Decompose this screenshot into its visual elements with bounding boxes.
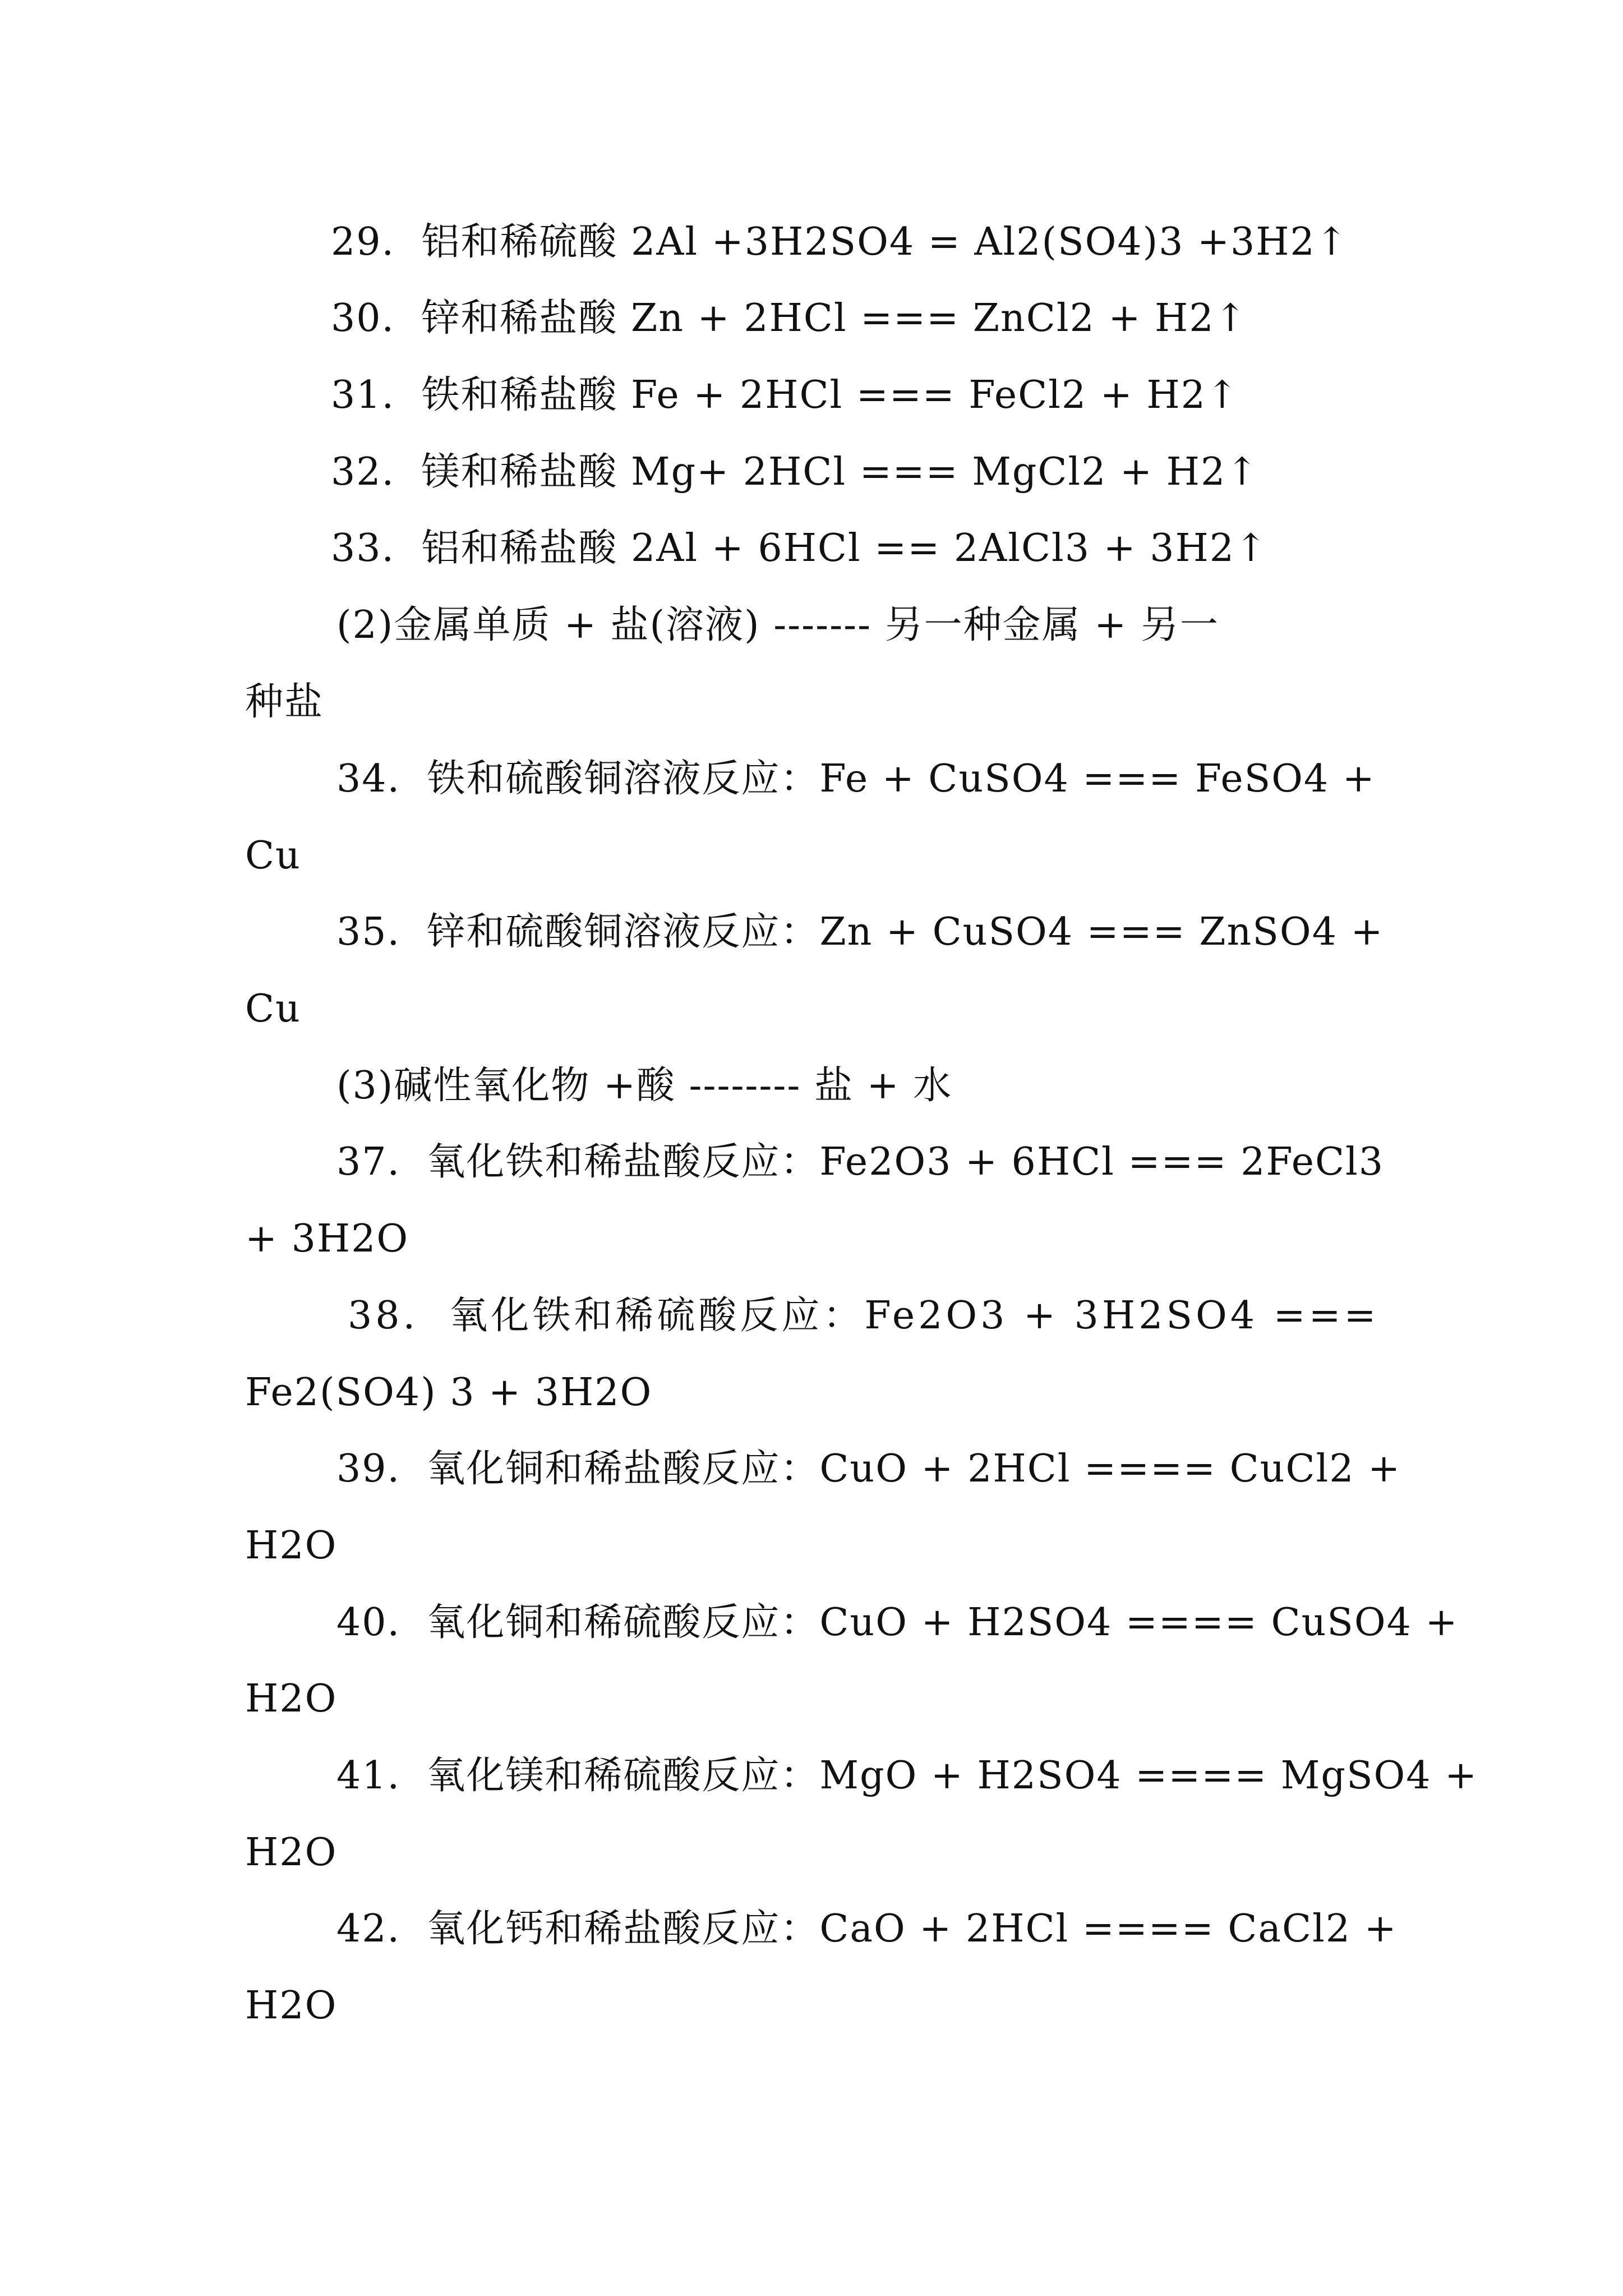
section-heading-2: (2)金属单质 + 盐(溶液) ------- 另一种金属 + 另一 — [336, 603, 1219, 647]
equation-39-cont: H2O — [245, 1524, 338, 1568]
equation-41: 41. 氧化镁和稀硫酸反应：MgO + H2SO4 ==== MgSO4 + — [336, 1754, 1478, 1798]
section-heading-3: (3)碱性氧化物 +酸 -------- 盐 + 水 — [336, 1064, 953, 1108]
equation-34-cont: Cu — [245, 834, 301, 878]
equation-30: 30. 锌和稀盐酸 Zn + 2HCl === ZnCl2 + H2↑ — [331, 296, 1248, 341]
equation-33: 33. 铝和稀盐酸 2Al + 6HCl == 2AlCl3 + 3H2↑ — [331, 526, 1269, 570]
equation-35: 35. 锌和硫酸铜溶液反应：Zn + CuSO4 === ZnSO4 + — [336, 910, 1384, 954]
equation-37: 37. 氧化铁和稀盐酸反应：Fe2O3 + 6HCl === 2FeCl3 — [336, 1140, 1385, 1184]
equation-34: 34. 铁和硫酸铜溶液反应：Fe + CuSO4 === FeSO4 + — [336, 757, 1376, 801]
equation-32: 32. 镁和稀盐酸 Mg+ 2HCl === MgCl2 + H2↑ — [331, 450, 1260, 494]
equation-29: 29. 铝和稀硫酸 2Al +3H2SO4 = Al2(SO4)3 +3H2↑ — [331, 220, 1349, 264]
equation-40-cont: H2O — [245, 1677, 338, 1721]
equation-42: 42. 氧化钙和稀盐酸反应：CaO + 2HCl ==== CaCl2 + — [336, 1907, 1398, 1951]
equation-37-cont: + 3H2O — [245, 1217, 409, 1261]
equation-38-cont: Fe2(SO4) 3 + 3H2O — [245, 1370, 653, 1415]
equation-39: 39. 氧化铜和稀盐酸反应：CuO + 2HCl ==== CuCl2 + — [336, 1447, 1401, 1491]
equation-41-cont: H2O — [245, 1830, 338, 1875]
equation-42-cont: H2O — [245, 1984, 338, 2028]
section-heading-2-cont: 种盐 — [245, 680, 324, 724]
equation-31: 31. 铁和稀盐酸 Fe + 2HCl === FeCl2 + H2↑ — [331, 373, 1239, 417]
equation-38: 38. 氧化铁和稀硫酸反应：Fe2O3 + 3H2SO4 === — [348, 1294, 1380, 1338]
equation-40: 40. 氧化铜和稀硫酸反应：CuO + H2SO4 ==== CuSO4 + — [336, 1600, 1459, 1645]
equation-35-cont: Cu — [245, 987, 301, 1031]
